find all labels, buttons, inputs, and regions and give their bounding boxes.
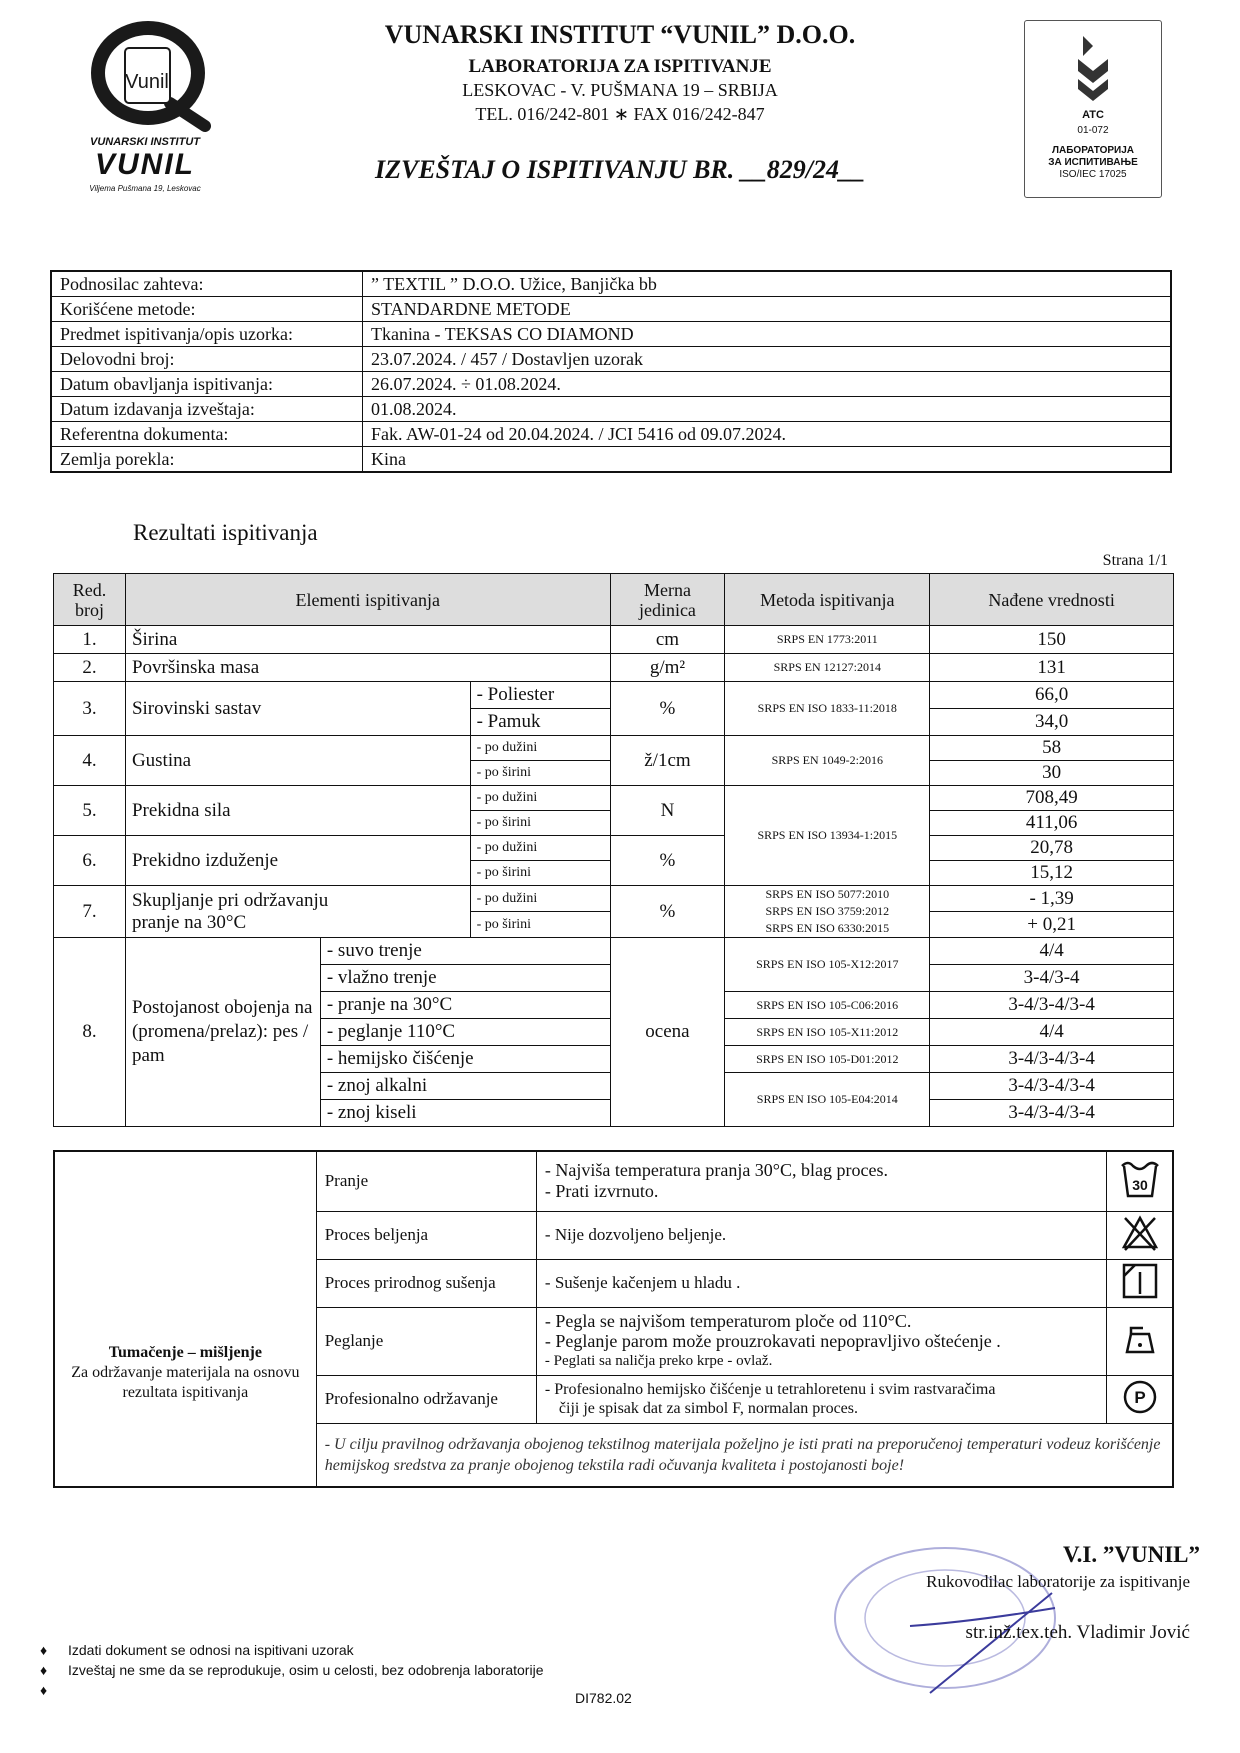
document-code: DI782.02 [575,1690,632,1706]
value: 150 [930,626,1174,654]
header-unit: Merna jedinica [610,574,725,626]
care-note: - U cilju pravilnog održavanja obojenog tekstilnog materijala poželjno je isti prati na preporučenoj temperaturi vodeuz korišćenje hemijskog sredstva za pranje obojenog tekstila radi očuvanja kvaliteta i postojanosti boje! [316,1423,1173,1487]
request-info-table [50,270,1172,473]
results-heading: Rezultati ispitivanja [133,520,318,545]
info-row [51,397,1171,422]
table-row [54,886,1174,912]
method-line: SRPS EN ISO 6330:2015 [765,921,890,935]
iron-low-icon [1121,1320,1159,1358]
no-bleach-icon [1121,1214,1159,1252]
care-label: Proces prirodnog sušenja [316,1259,536,1307]
row-number: 4. [54,736,126,786]
row-number: 5. [54,786,126,836]
value: 708,49 [930,786,1174,811]
acc-line1: ЛАБОРАТОРИЈА [1052,145,1134,156]
row-number: 7. [54,886,126,938]
care-text [536,1307,1107,1375]
care-row [54,1151,1173,1211]
wash-temp-label: 30 [1131,1176,1148,1193]
element-name: Postojanost obojenja na (promena/prelaz): pes / pam [125,938,320,1127]
sub-element: - vlažno trenje [320,965,610,992]
value: 66,0 [930,682,1174,709]
footnote [40,1640,740,1660]
method: SRPS EN ISO 105-E04:2014 [725,1073,930,1127]
info-value: Fak. AW-01-24 od 20.04.2024. / JCI 5416 od 09.07.2024. [363,422,1172,447]
logo-wordmark: VUNIL [95,148,195,181]
info-row [51,297,1171,322]
info-label: Delovodni broj: [51,347,363,372]
method: SRPS EN 12127:2014 [725,654,930,682]
acc-line2: ЗА ИСПИТИВАЊЕ [1048,157,1138,168]
info-row [51,271,1171,297]
opinion-text: Za održavanje materijala na osnovu rezultata ispitivanja [71,1364,300,1401]
care-icon-cell [1107,1151,1173,1211]
info-value: Tkanina - TEKSAS CO DIAMOND [363,322,1172,347]
sub-element: - po dužini [470,736,610,761]
sub-element: - po dužini [470,886,610,912]
opinion-cell [54,1151,316,1487]
element-name: Sirovinski sastav [125,682,470,736]
care-text [536,1375,1107,1423]
atc-label: ATC [1082,109,1104,121]
sub-element: - znoj alkalni [320,1073,610,1100]
table-row [54,836,1174,861]
unit: cm [610,626,725,654]
info-row [51,447,1171,473]
info-label: Datum izdavanja izveštaja: [51,397,363,422]
svg-text:Vunil: Vunil [125,71,169,93]
info-value: 26.07.2024. ÷ 01.08.2024. [363,372,1172,397]
acc-line3: ISO/IEC 17025 [1059,169,1127,180]
sub-element: - suvo trenje [320,938,610,965]
element-name: Prekidno izduženje [125,836,470,886]
accreditation-badge [1024,20,1162,198]
row-number: 6. [54,836,126,886]
sub-element: - po širini [470,761,610,786]
table-row [54,626,1174,654]
element-name [125,886,470,938]
care-instructions-table [53,1150,1174,1488]
header-method: Metoda ispitivanja [725,574,930,626]
info-row [51,347,1171,372]
element-name: Gustina [125,736,470,786]
method: SRPS EN 1049-2:2016 [725,736,930,786]
row-number: 3. [54,682,126,736]
info-row [51,372,1171,397]
value: 4/4 [930,1019,1174,1046]
care-label: Proces beljenja [316,1211,536,1259]
care-text [536,1151,1107,1211]
care-label: Profesionalno održavanje [316,1375,536,1423]
signature-org: V.I. ”VUNIL” [1063,1542,1200,1567]
bullet-icon: ♦ [40,1662,48,1678]
header-value: Nađene vrednosti [930,574,1174,626]
info-label: Podnosilac zahteva: [51,271,363,297]
sub-element: - po širini [470,861,610,886]
phone: TEL. 016/242-801 ∗ FAX 016/242-847 [475,104,765,124]
info-label: Predmet ispitivanja/opis uzorka: [51,322,363,347]
sub-element: - Poliester [470,682,610,709]
footnote [40,1660,740,1680]
sub-element: - znoj kiseli [320,1100,610,1127]
care-line: - Najviša temperatura pranja 30°C, blag proces. [544,1160,888,1181]
sub-element: - po dužini [470,786,610,811]
logo-caption: VUNARSKI INSTITUT [90,136,200,148]
method: SRPS EN ISO 105-X11:2012 [725,1019,930,1046]
footnotes [40,1640,740,1700]
value: 131 [930,654,1174,682]
sub-element: - po širini [470,912,610,938]
unit: g/m² [610,654,725,682]
care-line: - Prati izvrnuto. [544,1181,659,1202]
value: 15,12 [930,861,1174,886]
value: 3-4/3-4/3-4 [930,1100,1174,1127]
method-line: SRPS EN ISO 5077:2010 [765,887,890,901]
results-table [53,573,1174,1127]
care-label: Pranje [316,1151,536,1211]
value: 3-4/3-4/3-4 [930,1046,1174,1073]
care-line: - Pegla se najvišom temperaturom ploče od 110°C. [544,1311,912,1331]
element-name: Širina [125,626,610,654]
atc-code: 01-072 [1077,125,1109,136]
dry-clean-letter: P [1134,1387,1146,1407]
unit: % [610,682,725,736]
method: SRPS EN ISO 105-D01:2012 [725,1046,930,1073]
method: SRPS EN ISO 105-X12:2017 [725,938,930,992]
value: 30 [930,761,1174,786]
header-no: Red. broj [54,574,126,626]
method: SRPS EN 1773:2011 [725,626,930,654]
info-label: Datum obavljanja ispitivanja: [51,372,363,397]
info-value: 01.08.2024. [363,397,1172,422]
unit: ž/1cm [610,736,725,786]
line-dry-shade-icon [1121,1262,1159,1300]
report-title: IZVEŠTAJ O ISPITIVANJU BR. __829/24__ [374,155,865,184]
method: SRPS EN ISO 105-C06:2016 [725,992,930,1019]
sub-element: - Pamuk [470,709,610,736]
care-line: - Nije dozvoljeno beljenje. [536,1211,1107,1259]
info-value: 23.07.2024. / 457 / Dostavljen uzorak [363,347,1172,372]
row-number: 2. [54,654,126,682]
care-line: čiji je spisak dat za simbol F, normalan proces. [558,1400,858,1417]
value: + 0,21 [930,912,1174,938]
value: 58 [930,736,1174,761]
value: 34,0 [930,709,1174,736]
care-icon-cell [1107,1211,1173,1259]
value: 3-4/3-4 [930,965,1174,992]
unit: % [610,886,725,938]
dry-clean-p-icon [1121,1378,1159,1416]
value: 411,06 [930,811,1174,836]
value: 3-4/3-4/3-4 [930,992,1174,1019]
atc-mark-icon [1073,31,1113,106]
opinion-title: Tumačenje – mišljenje [108,1344,262,1361]
element-name: Površinska masa [125,654,610,682]
row-number: 1. [54,626,126,654]
unit: ocena [610,938,725,1127]
value: 4/4 [930,938,1174,965]
method: SRPS EN ISO 13934-1:2015 [725,786,930,886]
care-icon-cell [1107,1307,1173,1375]
table-row [54,736,1174,761]
institute-logo [70,18,220,198]
bullet-icon: ♦ [40,1642,48,1658]
method-line: SRPS EN ISO 3759:2012 [765,904,890,918]
care-icon-cell [1107,1375,1173,1423]
element-name-line1: Skupljanje pri održavanju [131,889,329,911]
institute-name: VUNARSKI INSTITUT “VUNIL” D.O.O. [384,20,856,49]
element-name: Prekidna sila [125,786,470,836]
footnote [40,1680,740,1700]
method: SRPS EN ISO 1833-11:2018 [725,682,930,736]
bullet-icon: ♦ [40,1682,48,1698]
value: 20,78 [930,836,1174,861]
value: - 1,39 [930,886,1174,912]
table-row [54,654,1174,682]
care-label: Peglanje [316,1307,536,1375]
info-label: Referentna dokumenta: [51,422,363,447]
table-row [54,786,1174,811]
care-line: - Peglati sa naličja preko krpe - ovlaž. [544,1353,773,1369]
method [725,886,930,938]
logo-address: Viljema Pušmana 19, Leskovac [89,184,201,193]
footnote-text: Izveštaj ne sme da se reprodukuje, osim u celosti, bez odobrenja laboratorije [68,1662,544,1678]
sub-element: - pranje na 30°C [320,992,610,1019]
info-label: Zemlja porekla: [51,447,363,473]
sub-element: - po dužini [470,836,610,861]
care-line: - Sušenje kačenjem u hladu . [536,1259,1107,1307]
unit: % [610,836,725,886]
info-value: STANDARDNE METODE [363,297,1172,322]
element-name-line2: pranje na 30°C [131,911,247,933]
footnote-text: Izdati dokument se odnosi na ispitivani uzorak [68,1642,354,1658]
signature-title: Rukovodilac laboratorije za ispitivanje [926,1572,1190,1591]
sub-element: - peglanje 110°C [320,1019,610,1046]
unit: N [610,786,725,836]
sub-element: - po širini [470,811,610,836]
address: LESKOVAC - V. PUŠMANA 19 – SRBIJA [462,80,778,100]
care-line: - Profesionalno hemijsko čišćenje u tetrahloretenu i svim rastvaračima [544,1381,996,1398]
info-row [51,322,1171,347]
lab-name: LABORATORIJA ZA ISPITIVANJE [468,56,772,77]
sub-element: - hemijsko čišćenje [320,1046,610,1073]
header-element: Elementi ispitivanja [125,574,610,626]
info-value: ” TEXTIL ” D.O.O. Užice, Banjička bb [363,271,1172,297]
info-value: Kina [363,447,1172,473]
care-icon-cell [1107,1259,1173,1307]
signature-name: str.inž.tex.teh. Vladimir Jović [965,1622,1190,1643]
page-number: Strana 1/1 [1102,552,1168,569]
table-row [54,938,1174,965]
care-line: - Peglanje parom može prouzrokavati nepopravljivo oštećenje . [544,1331,1001,1351]
info-row [51,422,1171,447]
row-number: 8. [54,938,126,1127]
wash-30-icon [1121,1158,1159,1200]
info-label: Korišćene metode: [51,297,363,322]
table-row [54,682,1174,709]
value: 3-4/3-4/3-4 [930,1073,1174,1100]
